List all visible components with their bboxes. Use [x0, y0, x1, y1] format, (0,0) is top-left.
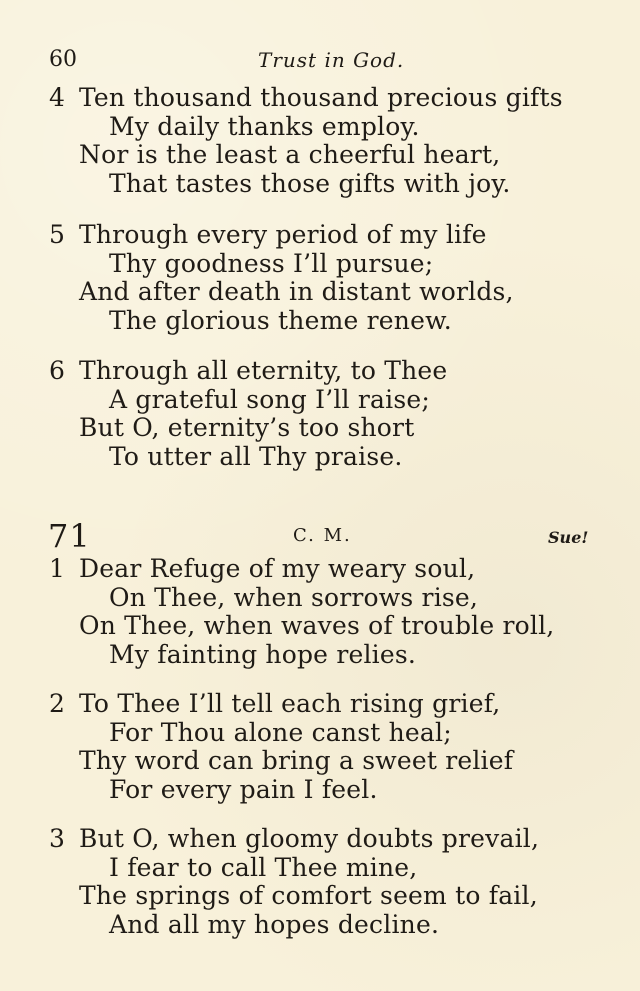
- stanza-line: [0, 278, 640, 307]
- stanza-line: [0, 443, 640, 472]
- stanza-line: [0, 911, 640, 940]
- stanza-line-text: Thy word can bring a sweet relief: [79, 746, 514, 775]
- stanza-line-text: A grateful song I’ll raise;: [109, 384, 430, 414]
- stanza-line: [0, 357, 640, 386]
- stanza-line-text: The glorious theme renew.: [109, 305, 452, 335]
- page-number: 60: [49, 47, 77, 72]
- stanza-line: [0, 747, 640, 776]
- stanza-line-text: Through all eternity, to Thee: [79, 356, 448, 385]
- stanza-line-text: The springs of comfort seem to fail,: [79, 881, 538, 910]
- stanza-line-text: And all my hopes decline.: [109, 909, 440, 939]
- stanza-6: [0, 357, 640, 471]
- stanza-line: [0, 84, 640, 113]
- hymn-71-stanza-3: [0, 825, 640, 939]
- stanza-line: [0, 776, 640, 805]
- stanza-line: [0, 584, 640, 613]
- stanza-line-text: Dear Refuge of my weary soul,: [79, 554, 476, 583]
- stanza-line-text: My fainting hope relies.: [109, 639, 417, 669]
- stanza-line-text: To utter all Thy praise.: [109, 441, 403, 471]
- stanza-line: [0, 307, 640, 336]
- stanza-line: [0, 719, 640, 748]
- stanza-line: [0, 250, 640, 279]
- stanza-line: [0, 612, 640, 641]
- stanza-number: 6: [49, 356, 66, 385]
- stanza-number: 1: [49, 554, 66, 583]
- stanza-line-text: That tastes those gifts with joy.: [109, 168, 511, 198]
- hymn-number: 71: [48, 517, 91, 555]
- stanza-line-text: Thy goodness I’ll pursue;: [109, 248, 434, 278]
- stanza-line-text: But O, eternity’s too short: [79, 413, 415, 442]
- running-head: [0, 46, 640, 74]
- stanza-line-text: On Thee, when waves of trouble roll,: [79, 611, 555, 640]
- stanza-line-text: And after death in distant worlds,: [79, 277, 514, 306]
- stanza-line-text: My daily thanks employ.: [109, 111, 420, 141]
- stanza-number: 3: [49, 824, 66, 853]
- stanza-line-text: But O, when gloomy doubts prevail,: [79, 824, 540, 853]
- hymn-header: [0, 517, 640, 555]
- stanza-line-text: I fear to call Thee mine,: [109, 852, 418, 882]
- stanza-line: [0, 221, 640, 250]
- hymn-71-stanza-1: [0, 555, 640, 669]
- stanza-number: 5: [49, 220, 66, 249]
- stanza-4: [0, 84, 640, 198]
- stanza-number: 4: [49, 83, 66, 112]
- hymn-meter: C. M.: [293, 525, 352, 546]
- stanza-line: [0, 882, 640, 911]
- stanza-line-text: On Thee, when sorrows rise,: [109, 582, 479, 612]
- stanza-line-text: For Thou alone canst heal;: [109, 717, 452, 747]
- stanza-line: [0, 555, 640, 584]
- stanza-line: [0, 854, 640, 883]
- stanza-line-text: For every pain I feel.: [109, 774, 378, 804]
- stanza-5: [0, 221, 640, 335]
- stanza-line: [0, 690, 640, 719]
- stanza-line-text: Through every period of my life: [79, 220, 487, 249]
- stanza-line: [0, 641, 640, 670]
- running-title: Trust in God.: [258, 48, 405, 72]
- stanza-line: [0, 141, 640, 170]
- stanza-line-text: Nor is the least a cheerful heart,: [79, 140, 501, 169]
- hymn-71-stanza-2: [0, 690, 640, 804]
- stanza-line: [0, 170, 640, 199]
- stanza-number: 2: [49, 689, 66, 718]
- stanza-line: [0, 825, 640, 854]
- stanza-line: [0, 113, 640, 142]
- stanza-line-text: Ten thousand thousand precious gifts: [79, 83, 563, 112]
- stanza-line: [0, 386, 640, 415]
- handwritten-tune-annotation: Sue!: [548, 528, 589, 547]
- stanza-line: [0, 414, 640, 443]
- stanza-line-text: To Thee I’ll tell each rising grief,: [79, 689, 501, 718]
